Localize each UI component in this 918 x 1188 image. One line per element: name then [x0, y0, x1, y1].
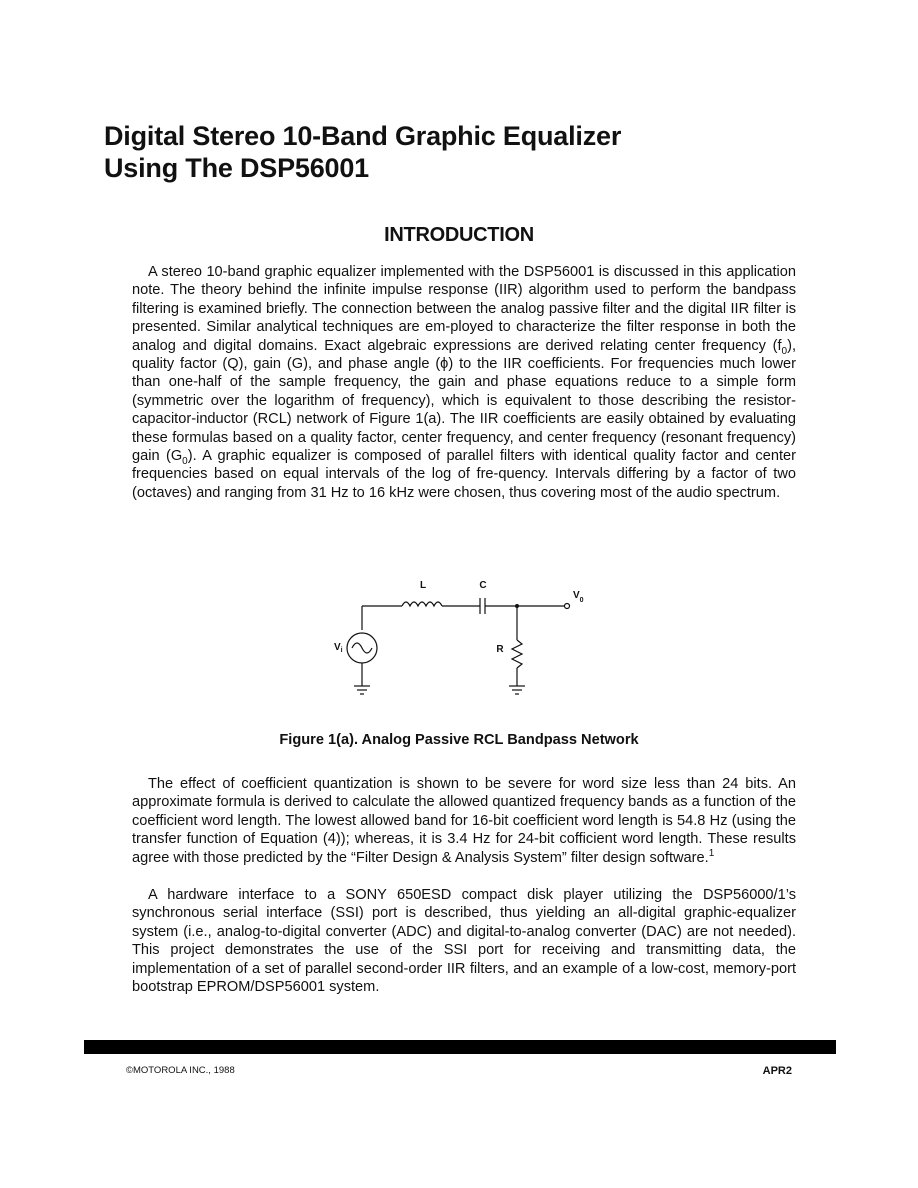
title-line-2: Using The DSP56001: [104, 153, 370, 183]
subscript-f0: 0: [781, 345, 788, 357]
output-terminal: [565, 604, 570, 609]
inductor-symbol: [402, 602, 442, 606]
label-inductor: L: [419, 580, 427, 591]
label-capacitor: C: [479, 580, 487, 591]
resistor-symbol: [512, 640, 522, 668]
copyright-notice: ©MOTOROLA INC., 1988: [126, 1065, 235, 1076]
subscript-g0: 0: [182, 455, 188, 467]
quantization-text: The effect of coefficient quantization is shown to be severe for word size less than 24 bits. An approximate formula is derived to calculate the allowed quantized frequency bands as a function of the coefficient word length. The lowest allowed band for 16-bit coefficient word length is 54.8 Hz (using the transfer function of Equation (4)); whereas, it is 3.4 Hz for 24-bit cofficient word length. These results agree with those predicted by the “Filter Design & Analysis System” filter design software.: [132, 776, 796, 866]
figure-caption: Figure 1(a). Analog Passive RCL Bandpass Network: [279, 732, 639, 748]
intro-text-part-3: ). A graphic equalizer is composed of parallel filters with identical quality factor and center frequencies based on equal intervals of the log of fre-quency. Intervals differing by a factor of two (octaves) and ranging from 31 Hz to 16 kHz were chosen, thus covering most of the audio spectrum.: [132, 448, 796, 501]
document-title: [104, 120, 824, 184]
hardware-paragraph: [132, 886, 796, 996]
hardware-text: A hardware interface to a SONY 650ESD compact disk player utilizing the DSP56000/1’s synchronous serial interface (SSI) port is described, thus yielding an all-digital graphic-equalizer system (i.e., analog-to-digital converter (ADC) and digital-to-analog converter (DAC) are not needed). This project demonstrates the use of the SSI port for receiving and transmitting data, the implementation of a set of parallel second-order IIR filters, and an example of a low-cost, memory-port bootstrap EPROM/DSP56001 system.: [132, 887, 796, 996]
junction-dot: [515, 604, 519, 608]
intro-text-part-1: A stereo 10-band graphic equalizer implemented with the DSP56001 is discussed in this application note. The theory behind the infinite impulse response (IIR) algorithm used to perform the bandpass filtering is examined briefly. The connection between the analog passive filter and the digital IIR filter is presented. Similar analytical techniques are em-ployed to characterize the filter response in both the analog and digital domains. Exact algebraic expressions are derived relating center frequency (f: [132, 264, 796, 354]
label-vo-sub: 0: [579, 597, 584, 604]
quantization-paragraph: [132, 775, 796, 867]
label-vi-main: V: [334, 642, 341, 653]
intro-paragraph: [132, 263, 796, 502]
rcl-circuit-diagram: [320, 572, 600, 702]
page-identifier: APR2: [762, 1065, 792, 1077]
label-output-voltage: [573, 590, 584, 604]
footer-rule: [84, 1040, 836, 1054]
title-line-1: Digital Stereo 10-Band Graphic Equalizer: [104, 121, 622, 151]
label-input-voltage: [334, 642, 343, 654]
sine-wave-symbol: [352, 643, 372, 653]
footnote-reference: 1: [708, 847, 715, 859]
label-vi-sub: i: [340, 647, 343, 654]
section-heading: INTRODUCTION: [384, 224, 534, 246]
intro-text-part-2: ), quality factor (Q), gain (G), and phase angle (ϕ) to the IIR coefficients. For frequencies much lower than one-half of the sample frequency, the gain and phase equations reduce to a simple form (symmetric over the logarithm of frequency), which is equivalent to those describing the resistor-capacitor-inductor (RCL) network of Figure 1(a). The IIR coefficients are easily obtained by evaluating these formulas based on a quality factor, center frequency, and center frequency (resonant frequency) gain (G: [132, 337, 796, 465]
label-vo-main: V: [573, 590, 580, 601]
label-resistor: R: [496, 644, 504, 655]
